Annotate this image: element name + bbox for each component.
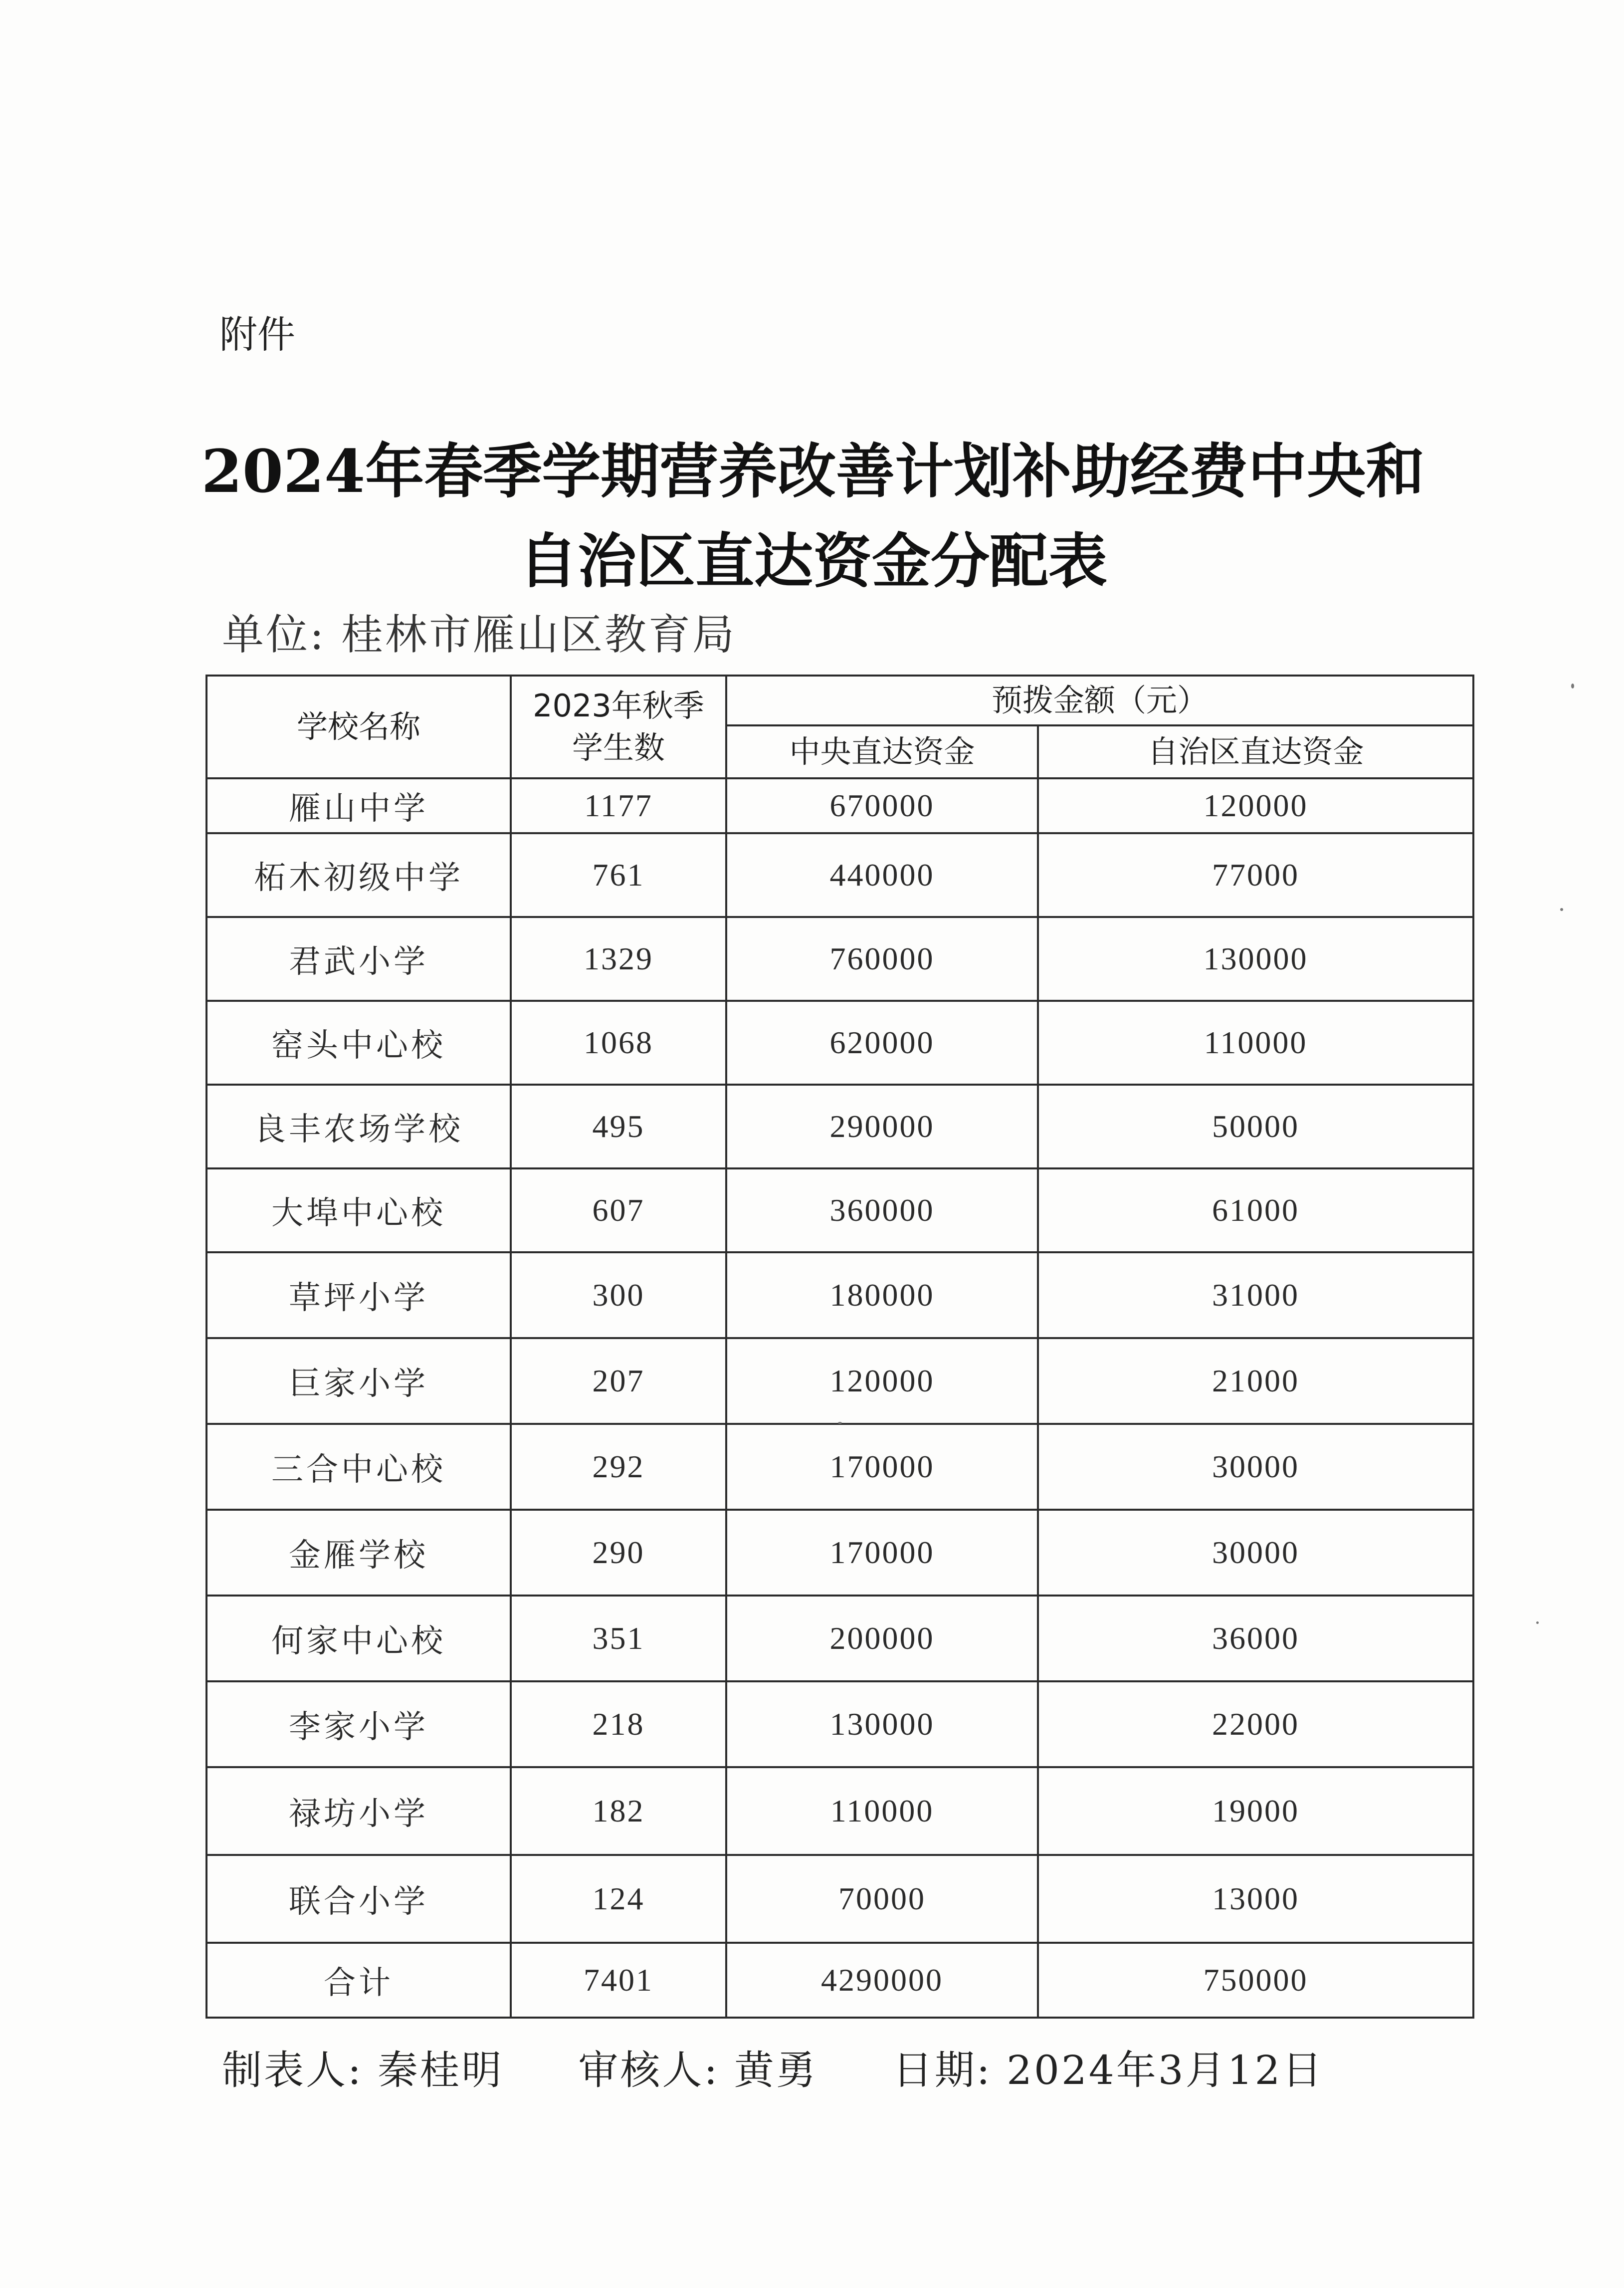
header-school-name: 学校名称: [206, 676, 511, 778]
document-title-line-1: 2024年春季学期营养改善计划补助经费中央和: [201, 437, 1425, 506]
cell-central-funds: 360000: [726, 1168, 1038, 1252]
total-regional-funds: 750000: [1038, 1943, 1473, 2018]
document-title-line-2: 自治区直达资金分配表: [518, 526, 1107, 596]
cell-regional-funds: 36000: [1038, 1596, 1473, 1681]
cell-regional-funds: 120000: [1038, 778, 1473, 833]
cell-school-name: 巨家小学: [206, 1338, 511, 1424]
cell-students: 761: [511, 833, 726, 917]
cell-regional-funds: 30000: [1038, 1424, 1473, 1510]
cell-students: 182: [511, 1767, 726, 1855]
table-row: [206, 1424, 1473, 1510]
cell-school-name: 大埠中心校: [206, 1168, 511, 1252]
cell-regional-funds: 30000: [1038, 1510, 1473, 1596]
cell-regional-funds: 50000: [1038, 1085, 1473, 1168]
table-row: [206, 1596, 1473, 1681]
signature-footer: [222, 2038, 1324, 2095]
cell-regional-funds: 110000: [1038, 1001, 1473, 1085]
total-row: [206, 1943, 1473, 2018]
date: 日期: 2024年3月12日: [892, 2047, 1324, 2093]
cell-school-name: 雁山中学: [206, 778, 511, 833]
cell-students: 607: [511, 1168, 726, 1252]
cell-regional-funds: 19000: [1038, 1767, 1473, 1855]
cell-school-name: 禄坊小学: [206, 1767, 511, 1855]
header-regional-funds: 自治区直达资金: [1038, 725, 1473, 778]
header-students-line-2: 学生数: [572, 729, 665, 766]
cell-central-funds: 170000: [726, 1510, 1038, 1596]
cell-school-name: 草坪小学: [206, 1252, 511, 1338]
cell-school-name: 君武小学: [206, 917, 511, 1001]
table-header-row: [206, 676, 1473, 725]
cell-central-funds: 110000: [726, 1767, 1038, 1855]
table-row: [206, 1252, 1473, 1338]
cell-school-name: 良丰农场学校: [206, 1085, 511, 1168]
cell-students: 207: [511, 1338, 726, 1424]
header-amount-group: 预拨金额（元）: [726, 676, 1473, 725]
cell-students: 292: [511, 1424, 726, 1510]
cell-central-funds: 70000: [726, 1855, 1038, 1943]
header-students-line-1: 2023年秋季: [533, 687, 704, 724]
cell-students: 300: [511, 1252, 726, 1338]
cell-school-name: 金雁学校: [206, 1510, 511, 1596]
table-row: [206, 1767, 1473, 1855]
cell-students: 124: [511, 1855, 726, 1943]
cell-central-funds: 440000: [726, 833, 1038, 917]
table-row: [206, 1855, 1473, 1943]
attachment-label: 附件: [219, 312, 295, 357]
cell-regional-funds: 21000: [1038, 1338, 1473, 1424]
cell-regional-funds: 31000: [1038, 1252, 1473, 1338]
table-row: [206, 1085, 1473, 1168]
cell-students: 1068: [511, 1001, 726, 1085]
cell-central-funds: 620000: [726, 1001, 1038, 1085]
table-row: [206, 833, 1473, 917]
table-row: [206, 1001, 1473, 1085]
cell-regional-funds: 130000: [1038, 917, 1473, 1001]
total-students: 7401: [511, 1943, 726, 2018]
cell-central-funds: 130000: [726, 1681, 1038, 1767]
total-central-funds: 4290000: [726, 1943, 1038, 2018]
cell-central-funds: 760000: [726, 917, 1038, 1001]
scan-speck: [1536, 1621, 1539, 1624]
cell-school-name: 何家中心校: [206, 1596, 511, 1681]
cell-students: 290: [511, 1510, 726, 1596]
preparer: 制表人: 秦桂明: [222, 2047, 504, 2093]
table-row: [206, 1510, 1473, 1596]
cell-regional-funds: 77000: [1038, 833, 1473, 917]
cell-school-name: 柘木初级中学: [206, 833, 511, 917]
cell-school-name: 联合小学: [206, 1855, 511, 1943]
allocation-table: [205, 675, 1474, 2019]
cell-central-funds: 670000: [726, 778, 1038, 833]
unit-line: 单位: 桂林市雁山区教育局: [222, 610, 737, 659]
table-row: [206, 778, 1473, 833]
cell-students: 1329: [511, 917, 726, 1001]
cell-school-name: 窑头中心校: [206, 1001, 511, 1085]
cell-regional-funds: 13000: [1038, 1855, 1473, 1943]
cell-central-funds: 290000: [726, 1085, 1038, 1168]
table-row: [206, 1681, 1473, 1767]
scan-speck: [838, 1422, 842, 1424]
cell-regional-funds: 22000: [1038, 1681, 1473, 1767]
table-row: [206, 1168, 1473, 1252]
scan-speck: [1560, 908, 1563, 911]
cell-school-name: 李家小学: [206, 1681, 511, 1767]
total-label: 合计: [206, 1943, 511, 2018]
scan-speck: [1571, 684, 1574, 688]
cell-students: 351: [511, 1596, 726, 1681]
reviewer: 审核人: 黄勇: [578, 2047, 818, 2093]
cell-regional-funds: 61000: [1038, 1168, 1473, 1252]
cell-school-name: 三合中心校: [206, 1424, 511, 1510]
table-row: [206, 917, 1473, 1001]
header-students: [511, 676, 726, 778]
cell-students: 495: [511, 1085, 726, 1168]
table-row: [206, 1338, 1473, 1424]
cell-students: 1177: [511, 778, 726, 833]
cell-central-funds: 170000: [726, 1424, 1038, 1510]
cell-central-funds: 200000: [726, 1596, 1038, 1681]
cell-central-funds: 180000: [726, 1252, 1038, 1338]
header-central-funds: 中央直达资金: [726, 725, 1038, 778]
table-body: [206, 778, 1473, 2018]
cell-central-funds: 120000: [726, 1338, 1038, 1424]
cell-students: 218: [511, 1681, 726, 1767]
